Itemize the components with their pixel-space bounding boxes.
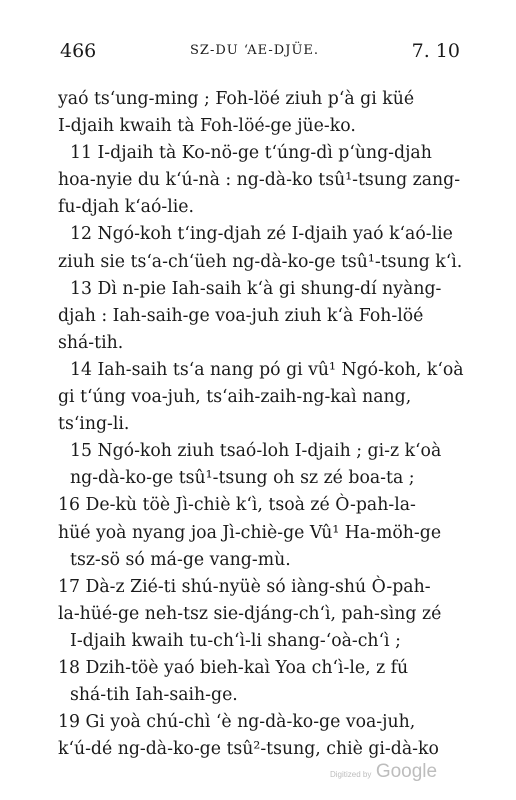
- page-number: 466: [60, 40, 97, 62]
- page-header: [60, 40, 460, 64]
- text-line: 17 Dà-z Zié-ti shú-nyüè só iàng-shú Ò-pah-: [58, 576, 431, 597]
- running-title: SZ-DU ʻAE-DJÜE.: [190, 43, 320, 58]
- verse-start-line: 12 Ngó-koh tʻing-djah zé I-djaih yaó kʻaó-lie: [70, 224, 453, 245]
- text-line: 18 Dzih-töè yaó bieh-kaì Yoa chʻì-le, z fú: [58, 657, 409, 678]
- text-line: 16 De-kù töè Jì-chiè kʻì, tsoà zé Ò-pah-la-: [58, 495, 416, 516]
- text-line: la-hüé-ge neh-tsz sie-djáng-chʻì, pah-sìng zé: [58, 603, 442, 624]
- text-line: ziuh sie tsʻa-chʻüeh ng-dà-ko-ge tsû¹-tsung kʻì.: [58, 251, 463, 272]
- chapter-verse: 7. 10: [411, 40, 460, 62]
- verse-start-line: ng-dà-ko-ge tsû¹-tsung oh sz zé boa-ta ;: [70, 468, 415, 489]
- text-line: yaó tsʻung-ming ; Foh-löé ziuh pʻà gi küé: [58, 89, 415, 109]
- text-line: hüé yoà nyang joa Jì-chiè-ge Vû¹ Ha-möh-ge: [58, 522, 442, 543]
- verse-start-line: shá-tih Iah-saih-ge.: [70, 685, 238, 706]
- text-line: gi tʻúng voa-juh, tsʻaih-zaih-ng-kaì nang,: [58, 387, 412, 408]
- text-line: kʻú-dé ng-dà-ko-ge tsû²-tsung, chiè gi-dà-ko: [58, 739, 439, 760]
- text-body: [58, 86, 468, 763]
- text-line: hoa-nyie du kʻú-nà : ng-dà-ko tsû¹-tsung zang-: [58, 170, 461, 191]
- text-line: I-djaih kwaih tà Foh-löé-ge jüe-ko.: [58, 116, 356, 137]
- verse-start-line: 13 Dì n-pie Iah-saih kʻà gi shung-dí nyàng-: [70, 278, 442, 299]
- text-line: fu-djah kʻaó-lie.: [58, 197, 194, 218]
- text-line: 19 Gi yoà chú-chì ʻè ng-dà-ko-ge voa-juh,: [58, 712, 416, 733]
- text-line: shá-tih.: [58, 332, 124, 353]
- google-watermark: [330, 761, 437, 783]
- verse-start-line: I-djaih kwaih tu-chʻì-li shang-ʻoà-chʻì ;: [70, 630, 401, 651]
- text-line: tsʻing-li.: [58, 414, 130, 435]
- verse-start-line: 15 Ngó-koh ziuh tsaó-loh I-djaih ; gi-z kʻoà: [70, 441, 442, 462]
- verse-start-line: 11 I-djaih tà Ko-nö-ge tʻúng-dì pʻùng-djah: [70, 143, 432, 164]
- verse-start-line: tsz-sö só má-ge vang-mù.: [70, 549, 291, 570]
- text-line: djah : Iah-saih-ge voa-juh ziuh kʻà Foh-löé: [58, 305, 424, 326]
- google-logo-text: Google: [375, 761, 438, 782]
- watermark-prefix: Digitized by: [330, 770, 372, 779]
- verse-start-line: 14 Iah-saih tsʻa nang pó gi vû¹ Ngó-koh, kʻoà: [70, 359, 464, 380]
